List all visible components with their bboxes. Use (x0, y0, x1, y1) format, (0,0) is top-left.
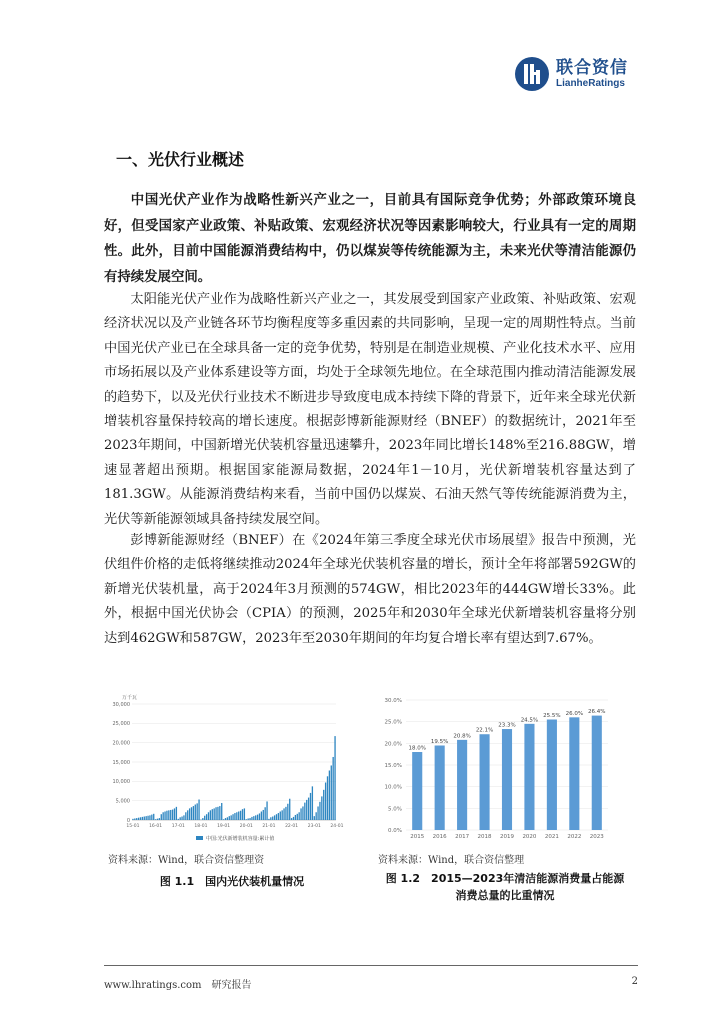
x-tick-label: 17-01 (171, 824, 185, 829)
bar (435, 746, 445, 831)
bar (172, 810, 173, 820)
bar (333, 757, 334, 820)
bar (197, 803, 198, 820)
bar (321, 796, 322, 820)
bar (231, 815, 232, 820)
data-label: 25.5% (543, 713, 561, 719)
bar (253, 816, 254, 820)
bar (240, 811, 241, 820)
page-number: 2 (631, 976, 638, 987)
x-tick-label: 2016 (432, 834, 447, 840)
bar (215, 807, 216, 820)
brand-name-cn: 联合资信 (556, 57, 628, 78)
footer-doc-type: 研究报告 (211, 980, 252, 991)
bar (195, 805, 196, 820)
bar (255, 815, 256, 820)
y-tick-label: 10.0% (384, 784, 402, 791)
y-tick-label: 25,000 (112, 721, 130, 728)
data-label: 18.0% (408, 745, 426, 752)
bar (187, 810, 188, 820)
data-label: 20.8% (453, 733, 471, 740)
bar (325, 782, 326, 820)
bar (331, 765, 332, 820)
bar (168, 810, 169, 820)
bar (159, 818, 160, 820)
brand-logo (514, 56, 628, 92)
bar (232, 814, 233, 820)
bar (291, 818, 292, 820)
bar (202, 818, 203, 820)
x-tick-label: 2023 (589, 834, 604, 840)
y-tick-label: 0.0% (388, 828, 402, 834)
bar (299, 812, 300, 820)
data-label: 23.3% (498, 722, 516, 729)
y-tick-label: 25.0% (384, 719, 402, 726)
bar (316, 812, 317, 820)
bar (592, 716, 602, 830)
bar (142, 817, 143, 820)
legend-swatch (196, 836, 203, 840)
chart-unit-label: 万千瓦 (122, 695, 138, 701)
bar (276, 814, 277, 820)
bar (161, 814, 162, 820)
bar (308, 798, 309, 820)
bar (306, 800, 307, 820)
footer-website[interactable]: www.lhratings.com (104, 980, 202, 991)
bar (238, 811, 239, 820)
bar (212, 809, 213, 820)
x-tick-label: 19-01 (217, 824, 231, 829)
bar (274, 815, 275, 820)
y-tick-label: 10,000 (112, 779, 130, 786)
bar (181, 817, 182, 820)
bar (191, 807, 192, 820)
bar (314, 816, 315, 820)
section-title: 一、光伏行业概述 (116, 150, 245, 169)
bar (280, 811, 281, 820)
bar (153, 814, 154, 820)
footer-info (104, 976, 252, 991)
x-tick-label: 2019 (500, 834, 514, 840)
x-tick-label: 15-01 (126, 824, 140, 829)
bar (293, 817, 294, 820)
y-tick-label: 30.0% (384, 698, 402, 704)
bar (412, 752, 422, 830)
brand-name-en: LianheRatings (556, 77, 625, 89)
bar (287, 804, 288, 820)
bar (289, 799, 290, 820)
x-tick-label: 23-01 (307, 824, 321, 829)
bar (547, 720, 557, 831)
y-tick-label: 5,000 (115, 798, 130, 805)
x-tick-label: 2021 (544, 834, 559, 840)
bar (151, 815, 152, 820)
bar (246, 819, 247, 820)
bar (266, 801, 267, 820)
bar (236, 812, 237, 820)
data-label: 26.0% (565, 710, 584, 717)
bar (214, 808, 215, 820)
installed-capacity-chart (108, 690, 344, 842)
bar (312, 786, 313, 820)
bar (204, 816, 205, 820)
bar (480, 734, 490, 830)
bar (221, 803, 222, 820)
bar (193, 806, 194, 820)
bar (329, 771, 330, 820)
bar (157, 819, 158, 820)
figure-2-caption (370, 870, 640, 904)
bar (210, 810, 211, 820)
x-tick-label: 24-01 (330, 824, 344, 829)
data-label: 19.5% (430, 739, 449, 745)
x-tick-label: 2020 (522, 834, 537, 840)
bar (285, 807, 286, 820)
bar (310, 793, 311, 820)
x-tick-label: 22-01 (285, 824, 299, 829)
data-label: 22.1% (475, 727, 494, 734)
x-tick-label: 2017 (455, 834, 470, 840)
chart-legend: 中国:光伏新增装机容量:累计值 (206, 836, 275, 842)
bar (334, 736, 335, 820)
bar (265, 807, 266, 820)
bar (134, 818, 135, 820)
bar (164, 811, 165, 820)
bar (149, 815, 150, 820)
x-tick-label: 21-01 (262, 824, 276, 829)
bar (208, 812, 209, 820)
bar (166, 811, 167, 820)
bar (136, 818, 137, 820)
y-tick-label: 30,000 (112, 701, 130, 708)
bar (234, 813, 235, 820)
y-tick-label: 15.0% (384, 763, 402, 769)
bar (457, 740, 467, 830)
bar (146, 816, 147, 820)
bar (183, 815, 184, 820)
bar (302, 806, 303, 820)
footer-divider (104, 965, 638, 966)
y-tick-label: 15,000 (112, 759, 130, 766)
bar (268, 819, 269, 820)
x-tick-label: 20-01 (239, 824, 253, 829)
figure-1-source: 资料来源：Wind，联合资信整理资 (108, 855, 265, 866)
bar (323, 790, 324, 820)
bar (138, 818, 139, 820)
bar (270, 817, 271, 820)
bar (223, 819, 224, 820)
lianhe-logo-icon (514, 56, 550, 92)
bar (282, 810, 283, 820)
bar (319, 802, 320, 820)
bar (283, 808, 284, 820)
bar (242, 809, 243, 820)
x-tick-label: 2018 (477, 834, 492, 840)
y-tick-label: 20,000 (112, 740, 130, 747)
data-label: 24.5% (520, 717, 539, 724)
x-tick-label: 18-01 (194, 824, 208, 829)
bar (189, 808, 190, 820)
bar (251, 817, 252, 820)
bar (185, 812, 186, 820)
bar (217, 807, 218, 820)
bar (502, 729, 512, 830)
bar (229, 816, 230, 820)
bar (178, 819, 179, 820)
bar (261, 811, 262, 820)
y-tick-label: 5.0% (388, 806, 402, 813)
bar (140, 817, 141, 820)
data-label: 26.4% (588, 709, 606, 716)
bar (569, 717, 579, 830)
figure-2-caption-line-1: 图 1.2 2015—2023年清洁能源消费量占能源 (385, 872, 625, 885)
bar (163, 812, 164, 820)
bar (317, 806, 318, 820)
bar (295, 815, 296, 820)
y-tick-label: 0 (126, 817, 130, 824)
bar (206, 814, 207, 820)
bar (225, 818, 226, 820)
bar (176, 807, 177, 820)
clean-energy-share-chart (370, 690, 614, 842)
x-tick-label: 2015 (410, 834, 425, 840)
bar (180, 817, 181, 820)
y-tick-label: 20.0% (384, 741, 402, 748)
bar (259, 813, 260, 820)
figure-1-caption: 图 1.1 国内光伏装机量情况 (159, 875, 305, 888)
bar (257, 815, 258, 820)
bar (198, 800, 199, 820)
bar (219, 806, 220, 820)
bar (244, 808, 245, 820)
bar (155, 819, 156, 820)
bar (272, 817, 273, 820)
bar (327, 776, 328, 820)
figure-2-caption-line-2: 消费总量的比重情况 (455, 889, 555, 902)
figure-2-source: 资料来源：Wind，联合资信整理 (378, 855, 525, 866)
x-tick-label: 2022 (567, 834, 582, 840)
bar (263, 810, 264, 820)
body-paragraph-2: 彭博新能源财经（BNEF）在《2024年第三季度全球光伏市场展望》报告中预测，光伏组件价格的走低将继续推动2024年全球光伏装机容量的增长，预计全年将部署592GW的新增光伏装机量，高于2024年3月预测的574GW，相比2023年的444GW增长33%。此外，根据中国光伏协会（CPIA）的预测，2025年和2030年全球光伏新增装机容量将分别达到462GW和587GW，2023年至2030年期间的年均复合增长率有望达到7.67%。 (104, 533, 636, 646)
bar (304, 803, 305, 820)
body-paragraph-1: 太阳能光伏产业作为战略性新兴产业之一，其发展受到国家产业政策、补贴政策、宏观经济状况以及产业链各环节均衡程度等多重因素的共同影响，呈现一定的周期性特点。当前中国光伏产业已在全球具备一定的竞争优势，特别是在制造业规模、产业化技术水平、应用市场拓展以及产业体系建设等方面，均处于全球领先地位。在全球范围内推动清洁能源发展的趋势下，以及光伏行业技术不断进步导致度电成本持续下降的背景下，近年来全球光伏新增装机容量保持较高的增长速度。根据彭博新能源财经（BNEF）的数据统计，2021年至2023年期间，中国新增光伏装机容量迅速攀升，2023年同比增长148%至216.88GW，增速显著超出预期。根据国家能源局数据，2024年1－10月，光伏新增装机容量达到了181.3GW。从能源消费结构来看，当前中国仍以煤炭、石油天然气等传统能源消费为主，光伏等新能源领域具备持续发展空间。 (104, 292, 636, 527)
bar (227, 817, 228, 820)
bar (524, 724, 534, 830)
bar (147, 816, 148, 820)
bar (300, 808, 301, 820)
bar (248, 818, 249, 820)
bar (278, 813, 279, 820)
x-tick-label: 16-01 (149, 824, 163, 829)
bar (297, 814, 298, 820)
bar (174, 808, 175, 820)
bar (132, 819, 133, 820)
bar (170, 810, 171, 820)
bar (144, 817, 145, 820)
bar (249, 818, 250, 820)
summary-paragraph: 中国光伏产业作为战略性新兴产业之一，目前具有国际竞争优势；外部政策环境良好，但受国家产业政策、补贴政策、宏观经济状况等因素影响较大，行业具有一定的周期性。此外，目前中国能源消费结构中，仍以煤炭等传统能源为主，未来光伏等清洁能源仍有持续发展空间。 (104, 193, 636, 285)
